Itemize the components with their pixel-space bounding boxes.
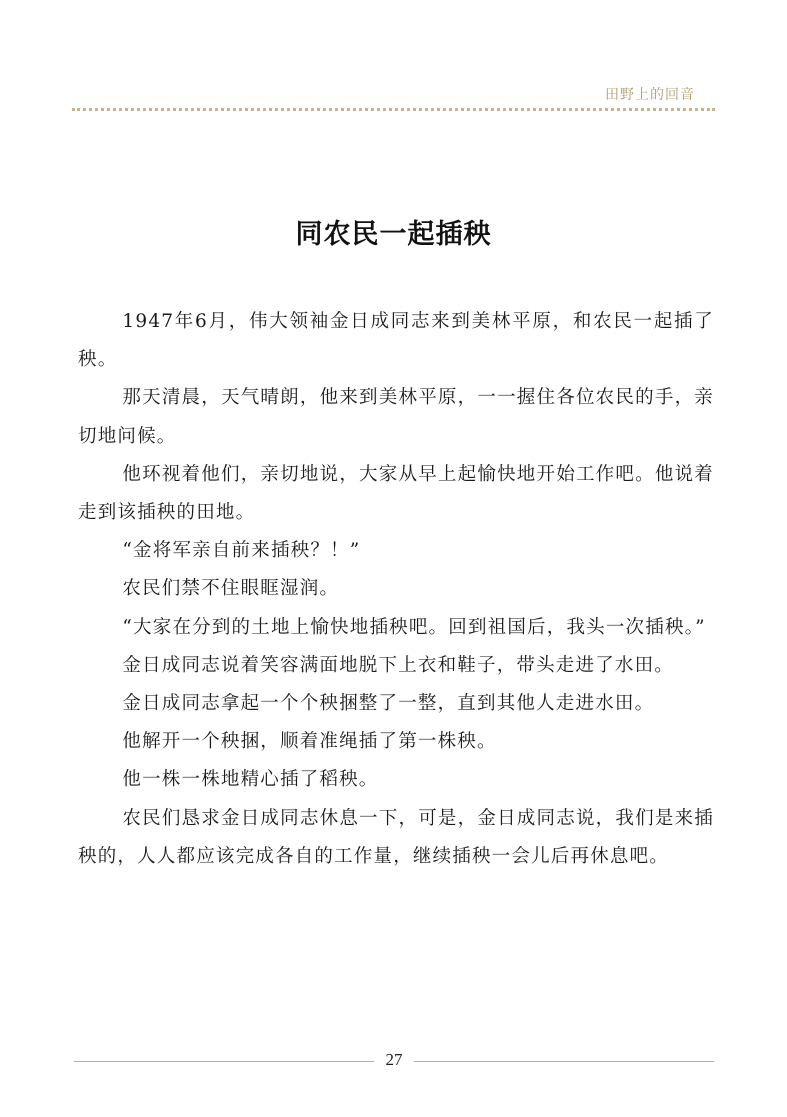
paragraph: 金日成同志说着笑容满面地脱下上衣和鞋子，带头走进了水田。 xyxy=(122,654,674,676)
paragraph: 金日成同志拿起一个个秧捆整了一整，直到其他人走进水田。 xyxy=(122,693,655,715)
running-header-title: 田野上的回音 xyxy=(605,87,695,103)
paragraph: 那天清晨，天气晴朗，他来到美林平原，一一握住各位农民的手，亲切地问候。 xyxy=(78,387,714,447)
paragraph: 他一株一株地精心插了稻秧。 xyxy=(122,769,379,791)
paragraph: 1947年6月，伟大领袖金日成同志来到美林平原，和农民一起插了秧。 xyxy=(78,311,714,371)
paragraph: 他环视着他们，亲切地说，大家从早上起愉快地开始工作吧。他说着走到该插秧的田地。 xyxy=(78,463,714,524)
page-number: 27 xyxy=(385,1050,403,1069)
article-body xyxy=(78,303,714,876)
footer-rule-right xyxy=(414,1061,714,1062)
article-title: 同农民一起插秧 xyxy=(295,219,492,250)
header-dotted-rule xyxy=(72,108,715,111)
paragraph: “大家在分到的土地上愉快地插秧吧。回到祖国后，我头一次插秧。” xyxy=(122,616,706,638)
paragraph: 农民们恳求金日成同志休息一下，可是，金日成同志说，我们是来插秧的，人人都应该完成各自的工作量，继续插秧一会儿后再休息吧。 xyxy=(78,807,714,867)
paragraph: “金将军亲自前来插秧？！” xyxy=(122,540,361,562)
paragraph: 农民们禁不住眼眶湿润。 xyxy=(122,578,340,600)
paragraph: 他解开一个秧捆，顺着准绳插了第一株秧。 xyxy=(122,731,497,753)
footer-rule-left xyxy=(74,1061,374,1062)
